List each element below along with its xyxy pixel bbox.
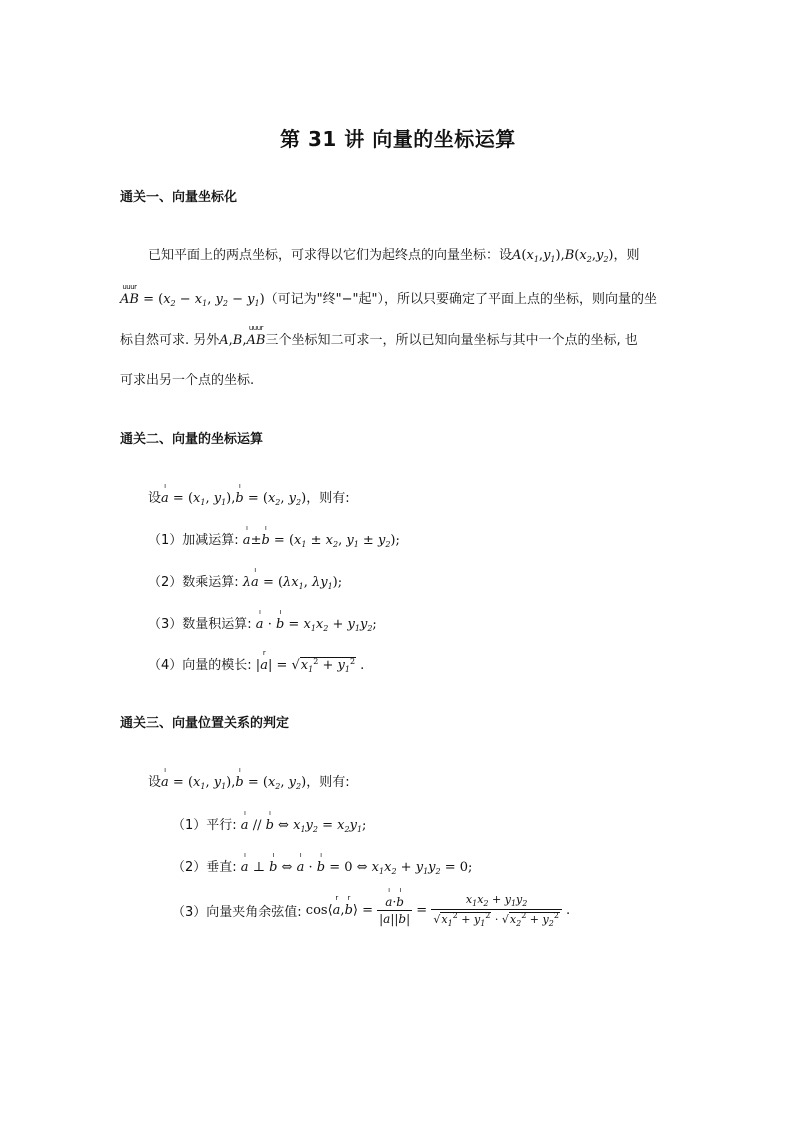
s1-text-2: （可记为"终"−"起"），所以只要确定了平面上点的坐标，则向量的坐 <box>264 292 657 307</box>
s3-item-3-label: （3）向量夹角余弦值: <box>172 905 302 920</box>
s2-item-3: （3）数量积运算: a ı · b ı = $x_1x_2 + y_1y_2$; <box>148 608 377 633</box>
cosine-fraction-2: $\frac{x_1x_2 + y_1y_2}{√x_1^2 + y_1^2 \cdot √x_2^2 + y_2^2}$ <box>431 893 562 928</box>
s3-intro: 设a ı = ($x_1$, $y_1),b$ ı = ($x_2$, $y_2$)，则有: <box>148 766 350 791</box>
s1-line-2: AB uuur = ($x_2 - x_1$, $y_2 - y_1$)（可记为"终"−"起"），所以只要确定了平面上点的坐标，则向量的坐 <box>120 283 657 308</box>
s3-item-1-label: （1）平行: <box>172 818 237 833</box>
s1-text-1a: 已知平面上的两点坐标，可求得以它们为起终点的向量坐标：设 <box>148 248 513 263</box>
s2-intro-a: 设 <box>148 491 162 506</box>
s3-item-2-label: （2）垂直: <box>172 860 237 875</box>
s1-line-3: 标自然可求. 另外A,B,AB uuur 三个坐标知二可求一，所以已知向量坐标与其中一个点的坐标, 也 <box>120 324 638 348</box>
s1-line-4: 可求出另一个点的坐标. <box>120 373 255 388</box>
s3-item-2: （2）垂直: a ı ⊥ b ı ⇔ a ı · b ı = 0 ⇔ $x_1x_2 + y_1y_2 = 0$; <box>172 851 473 876</box>
s2-intro-b: ，则有: <box>306 491 350 506</box>
formula-points-a-b: A <box>512 248 522 263</box>
s1-text-3a: 标自然可求. 另外 <box>120 333 220 348</box>
s3-item-1: （1）平行: a ı // b ı ⇔ $x_1y_2 = x_2y_1$; <box>172 809 367 834</box>
s3-intro-b: ，则有: <box>306 775 350 790</box>
s2-item-2-label: （2）数乘运算: <box>148 575 239 590</box>
s2-intro: 设a ı = ($x_1$, $y_1),b$ ı = ($x_2$, $y_2$)，则有: <box>148 482 350 507</box>
s3-intro-a: 设 <box>148 775 162 790</box>
s2-item-4: （4）向量的模长: |a r | = $√x_1^2 + y_1^2$ . <box>148 649 365 674</box>
s1-text-3b: 三个坐标知二可求一，所以已知向量坐标与其中一个点的坐标, 也 <box>265 333 638 348</box>
s1-text-1b: ，则 <box>613 248 640 263</box>
vector-ab: AB uuur <box>120 283 139 307</box>
s2-item-1-label: （1）加减运算: <box>148 533 239 548</box>
vector-ab-2: AB uuur <box>246 324 266 348</box>
section-heading-2: 通关二、向量的坐标运算 <box>120 432 264 447</box>
s1-line-1: 已知平面上的两点坐标，可求得以它们为起终点的向量坐标：设$A(x_1,y_1),B(x_2,y_2)$，则 <box>148 248 640 264</box>
page-title: 第 31 讲 向量的坐标运算 <box>280 127 516 151</box>
s2-item-1: （1）加减运算: a ı ±b ı = ($x_1 \pm x_2$, $y_1 \pm y_2$); <box>148 524 400 549</box>
cosine-fraction-1: a ı ·b ı |a||b| <box>379 886 411 926</box>
section-heading-3: 通关三、向量位置关系的判定 <box>120 716 290 731</box>
section-heading-1: 通关一、向量坐标化 <box>120 190 238 205</box>
s3-item-3: （3）向量夹角余弦值: cos⟨a r ,b r ⟩ = a ı ·b ı |a||b| = $\frac{x_1x_2 + y_1y_2}{√x_1^2 + y_1^2 \cdot √x_2^2 + y_2^2}$ . <box>172 886 571 928</box>
s2-item-4-label: （4）向量的模长: <box>148 658 252 673</box>
s2-item-3-label: （3）数量积运算: <box>148 617 252 632</box>
s2-item-2: （2）数乘运算: λa ı = ($\lambda x_1$, $\lambda y_1$); <box>148 566 343 591</box>
